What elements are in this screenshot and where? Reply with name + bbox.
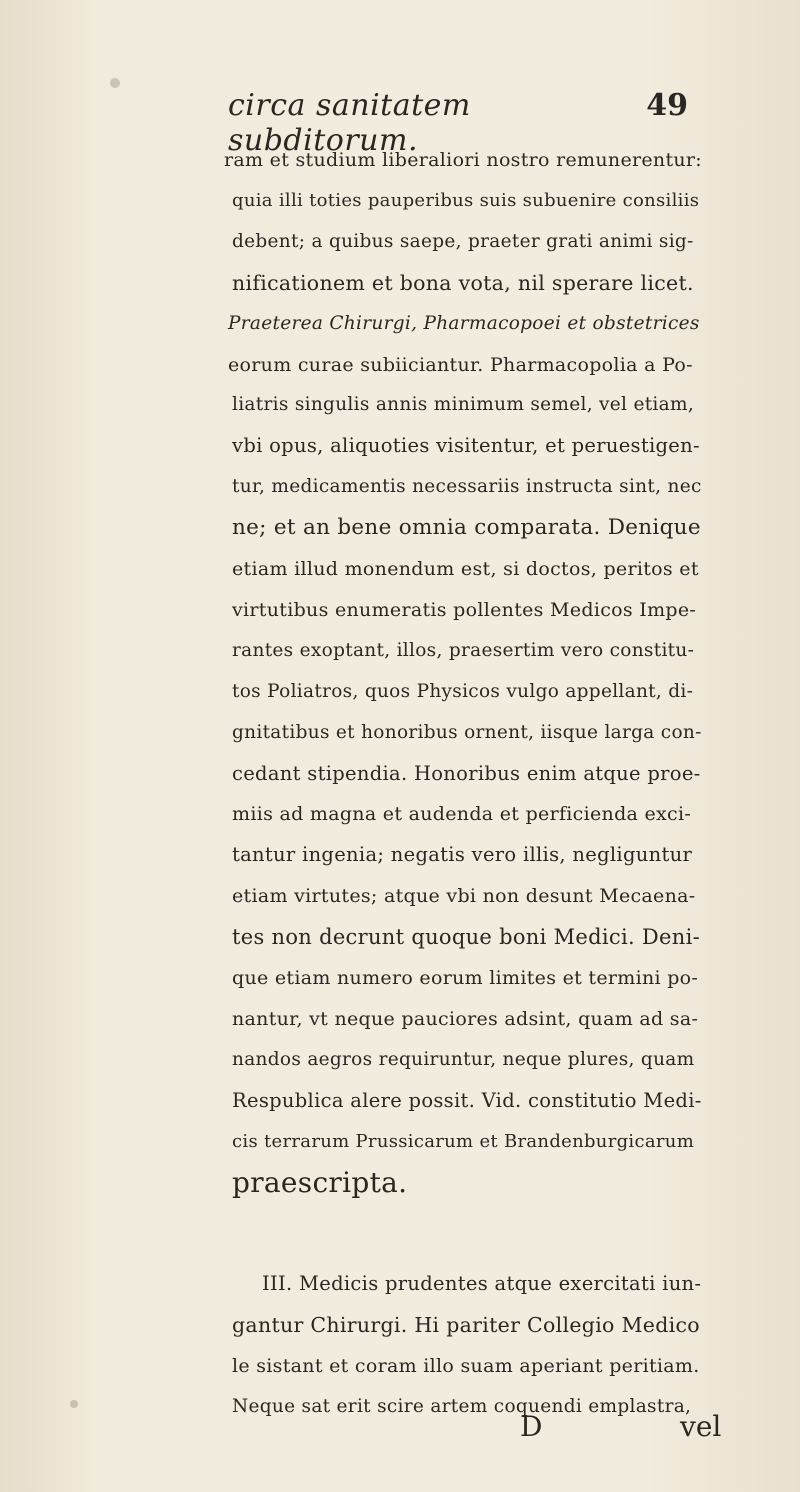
text-line: cis terrarum Prussicarum et Brandenburgicarum [232,1130,695,1152]
running-head: circa sanitatem subditorum. [228,88,471,158]
text-line: nantur, vt neque pauciores adsint, quam ad sa- [232,1007,699,1030]
ink-spot [70,1400,78,1408]
text-line: tos Poliatros, quos Physicos vulgo appellant, di- [232,680,694,702]
page-header [228,88,688,158]
text-line: debent; a quibus saepe, praeter grati animi sig- [232,230,694,252]
text-line: etiam virtutes; atque vbi non desunt Mecaena- [232,885,696,908]
text-line: Respublica alere possit. Vid. constitutio Medi- [232,1088,702,1112]
text-line: ram et studium liberaliori nostro remunerentur: [224,149,703,171]
text-line: Neque sat erit scire artem coquendi emplastra, [232,1396,692,1417]
text-line: eorum curae subiiciantur. Pharmacopolia a Po- [228,353,693,376]
text-line: gantur Chirurgi. Hi pariter Collegio Medico [232,1313,700,1338]
signature-mark: D [520,1410,543,1443]
text-line: ne; et an bene omnia comparata. Denique [232,515,701,541]
text-line: tantur ingenia; negatis vero illis, negliguntur [232,843,693,867]
catchword: vel [680,1410,722,1443]
text-line: que etiam numero eorum limites et termini po- [232,967,699,989]
text-line: cedant stipendia. Honoribus enim atque proe- [232,761,701,785]
text-line: etiam illud monendum est, si doctos, peritos et [232,558,699,580]
text-line: gnitatibus et honoribus ornent, iisque larga con- [232,721,702,743]
text-line: rantes exoptant, illos, praesertim vero constitu- [232,639,695,661]
text-line: praescripta. [232,1165,408,1199]
text-line: vbi opus, aliquoties visitentur, et peruestigen- [232,434,700,458]
text-line: III. Medicis prudentes atque exercitati iun- [262,1272,702,1296]
text-line: miis ad magna et audenda et perficienda exci- [232,803,692,826]
text-line: liatris singulis annis minimum semel, vel etiam, [232,394,695,416]
text-line: virtutibus enumeratis pollentes Medicos Impe- [232,598,697,621]
text-line: nandos aegros requiruntur, neque plures, quam [232,1048,695,1070]
text-line: quia illi toties pauperibus suis subuenire consiliis [232,189,700,211]
text-line: tur, medicamentis necessariis instructa sint, nec [232,476,702,498]
text-line: Praeterea Chirurgi, Pharmacopoei et obstetrices [228,312,700,334]
text-line: nificationem et bona vota, nil sperare licet. [232,270,694,295]
text-line: le sistant et coram illo suam aperiant peritiam. [232,1355,700,1378]
page-number: 49 [646,88,688,123]
ink-spot [110,78,120,88]
text-line: tes non decrunt quoque boni Medici. Deni- [232,925,701,950]
